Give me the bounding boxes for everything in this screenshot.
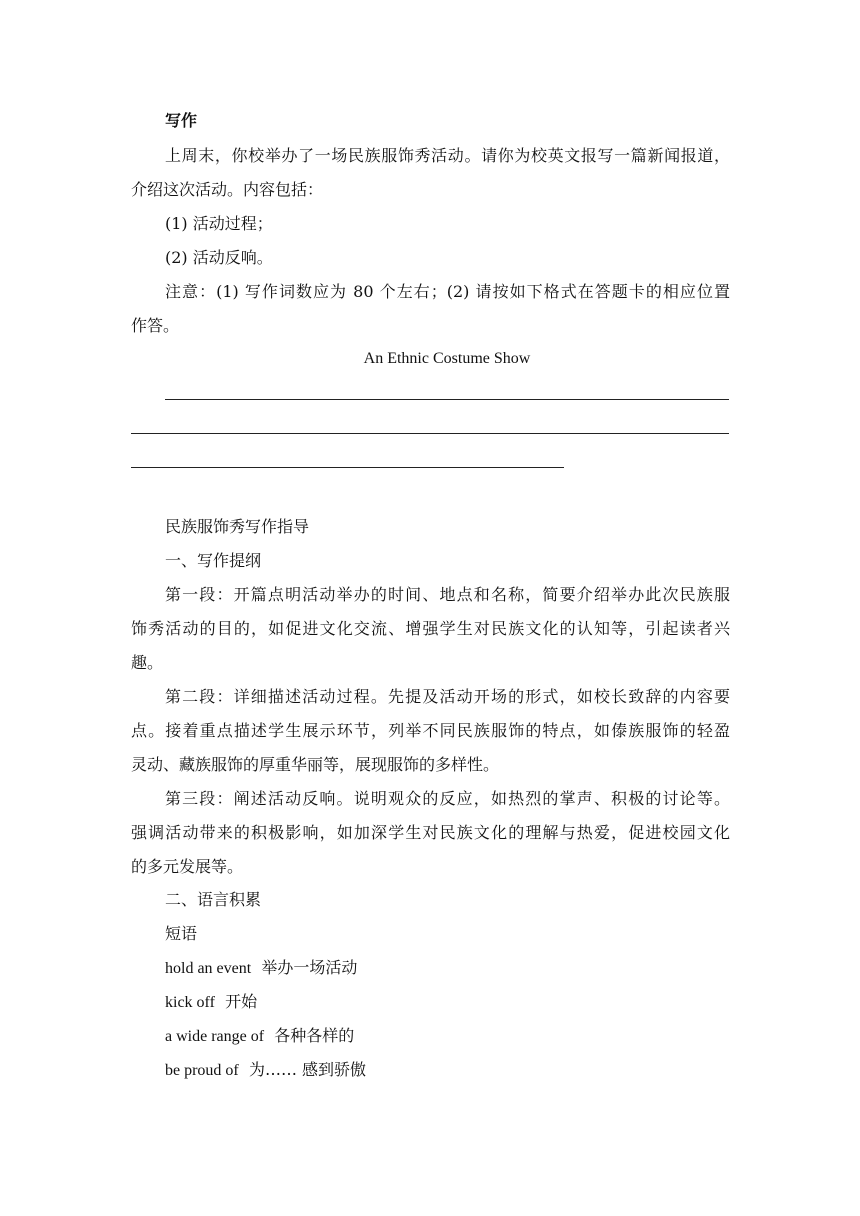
phrase-chinese: 举办一场活动 <box>261 958 358 977</box>
phrase-chinese: 为…… 感到骄傲 <box>248 1060 367 1079</box>
guide-title: 民族服饰秀写作指导 <box>165 517 310 536</box>
language-heading: 二、语言积累 <box>165 890 262 909</box>
essay-title: An Ethnic Costume Show <box>363 350 531 367</box>
phrase-english: kick off <box>165 994 215 1011</box>
phrase-item <box>165 959 730 978</box>
phrases-heading: 短语 <box>165 924 198 943</box>
phrase-english: be proud of <box>165 1062 239 1079</box>
paragraph-3-text: 的多元发展等。 <box>131 857 244 876</box>
requirement-item: (1) 活动过程； <box>165 214 273 233</box>
paragraph-3-text: 第三段：阐述活动反响。说明观众的反应，如热烈的掌声、积极的讨论等。 <box>165 789 730 808</box>
paragraph-1-text: 饰秀活动的目的，如促进文化交流、增强学生对民族文化的认知等，引起读者兴 <box>131 619 730 638</box>
answer-line <box>131 433 729 434</box>
prompt-text: 介绍这次活动。内容包括： <box>131 180 324 199</box>
outline-heading: 一、写作提纲 <box>165 551 262 570</box>
phrase-chinese: 开始 <box>225 992 258 1011</box>
paragraph-3-text: 强调活动带来的积极影响，如加深学生对民族文化的理解与热爱，促进校园文化 <box>131 823 730 842</box>
answer-line <box>131 467 564 468</box>
requirement-item: (2) 活动反响。 <box>165 248 273 267</box>
phrase-item <box>165 1027 730 1046</box>
phrase-english: a wide range of <box>165 1028 265 1045</box>
paragraph-1-text: 趣。 <box>131 653 164 672</box>
paragraph-2-text: 灵动、藏族服饰的厚重华丽等，展现服饰的多样性。 <box>131 755 500 774</box>
paragraph-2-text: 第二段：详细描述活动过程。先提及活动开场的形式，如校长致辞的内容要 <box>165 687 730 706</box>
note-text: 注意：(1) 写作词数应为 80 个左右；(2) 请按如下格式在答题卡的相应位置 <box>165 282 730 301</box>
phrase-item <box>165 993 730 1012</box>
prompt-text: 上周末，你校举办了一场民族服饰秀活动。请你为校英文报写一篇新闻报道， <box>165 146 730 165</box>
note-text: 作答。 <box>131 316 180 335</box>
phrase-item <box>165 1061 730 1080</box>
phrase-chinese: 各种各样的 <box>274 1026 355 1045</box>
section-heading: 写作 <box>165 111 198 130</box>
paragraph-1-text: 第一段：开篇点明活动举办的时间、地点和名称，简要介绍举办此次民族服 <box>165 585 730 604</box>
answer-line <box>165 399 729 400</box>
paragraph-2-text: 点。接着重点描述学生展示环节，列举不同民族服饰的特点，如傣族服饰的轻盈 <box>131 721 730 740</box>
phrase-english: hold an event <box>165 960 252 977</box>
